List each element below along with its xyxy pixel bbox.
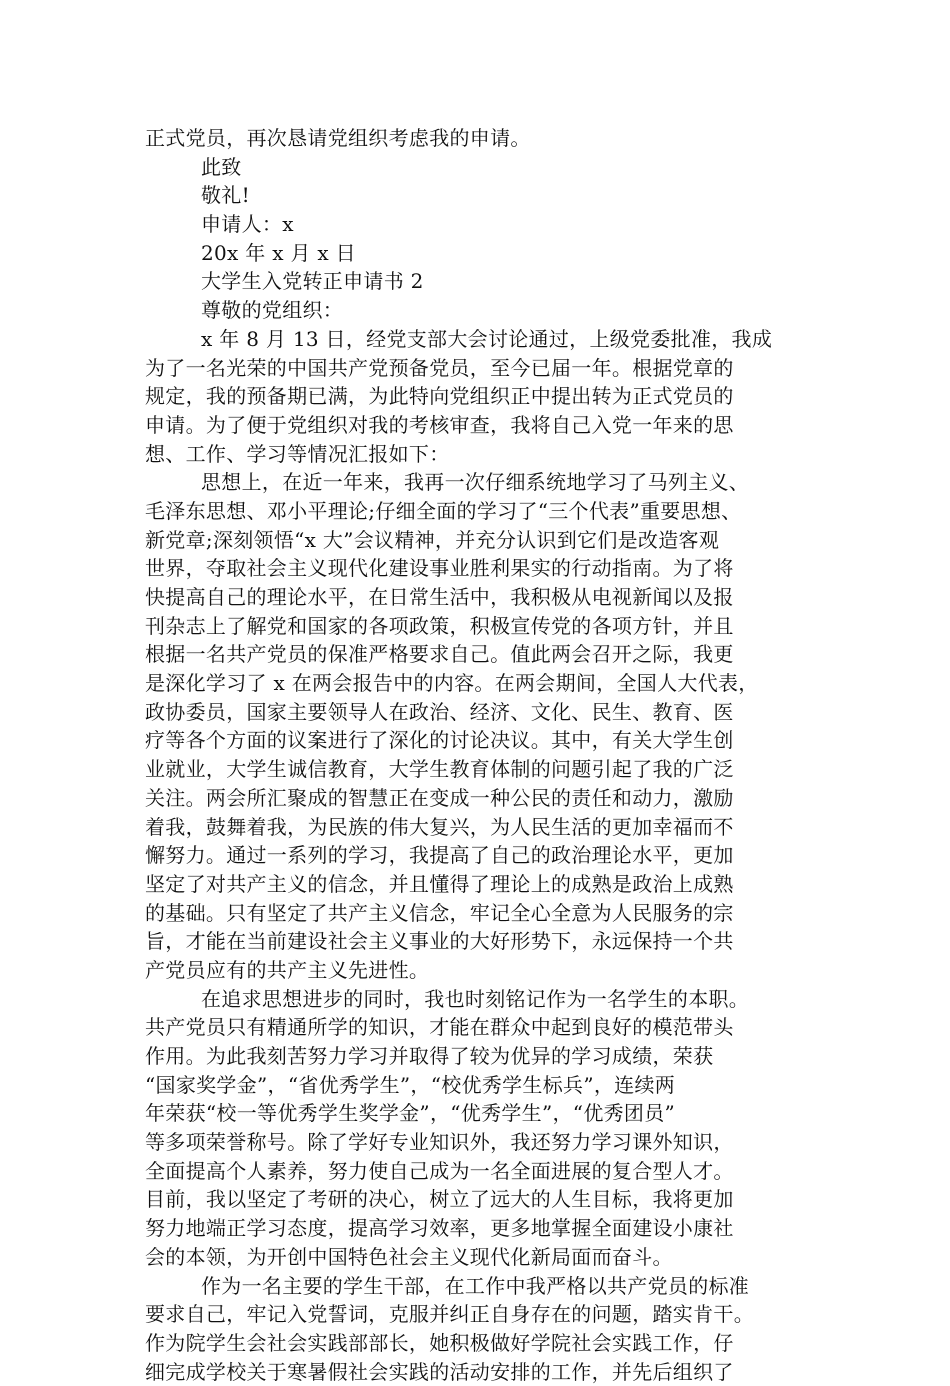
text-line: 目前，我以坚定了考研的决心，树立了远大的人生目标，我将更加 (145, 1187, 734, 1212)
text-line: 全面提高个人素养，努力使自己成为一名全面进展的复合型人才。 (145, 1158, 734, 1183)
text-line: 为了一名光荣的中国共产党预备党员，至今已届一年。根据党章的 (145, 355, 734, 380)
text-line: x 年 8 月 13 日，经党支部大会讨论通过，上级党委批准，我成 (201, 326, 773, 351)
text-line: 在追求思想进步的同时，我也时刻铭记作为一名学生的本职。 (201, 986, 750, 1011)
text-line: 的基础。只有坚定了共产主义信念，牢记全心全意为人民服务的宗 (145, 900, 734, 925)
text-line: 是深化学习了 x 在两会报告中的内容。在两会期间，全国人大代表， (145, 671, 759, 696)
text-line: 业就业，大学生诚信教育，大学生教育体制的问题引起了我的广泛 (145, 757, 734, 782)
text-line: 此致 (201, 154, 242, 179)
text-line: 申请人：x (201, 212, 294, 237)
text-line: 20x 年 x 月 x 日 (201, 240, 356, 265)
text-line: 毛泽东思想、邓小平理论;仔细全面的学习了“三个代表”重要思想、 (145, 498, 742, 523)
text-line: 等多项荣誉称号。除了学好专业知识外，我还努力学习课外知识， (145, 1130, 734, 1155)
text-line: 规定，我的预备期已满，为此特向党组织正中提出转为正式党员的 (145, 384, 734, 409)
text-line: 大学生入党转正申请书 2 (201, 269, 424, 294)
text-line: 申请。为了便于党组织对我的考核审查，我将自己入党一年来的思 (145, 412, 734, 437)
text-line: 会的本领，为开创中国特色社会主义现代化新局面而奋斗。 (145, 1244, 673, 1269)
text-line: 产党员应有的共产主义先进性。 (145, 957, 430, 982)
text-line: 懈努力。通过一系列的学习，我提高了自己的政治理论水平，更加 (145, 843, 734, 868)
text-line: 尊敬的党组织： (201, 298, 344, 323)
text-line: 作为一名主要的学生干部，在工作中我严格以共产党员的标准 (201, 1273, 750, 1298)
text-line: 思想上，在近一年来，我再一次仔细系统地学习了马列主义、 (201, 470, 750, 495)
text-line: 要求自己，牢记入党誓词，克服并纠正自身存在的问题，踏实肯干。 (145, 1302, 754, 1327)
text-line: 着我，鼓舞着我，为民族的伟大复兴，为人民生活的更加幸福而不 (145, 814, 734, 839)
text-line: 细完成学校关于寒暑假社会实践的活动安排的工作，并先后组织了 (145, 1359, 734, 1384)
text-line: 共产党员只有精通所学的知识，才能在群众中起到良好的模范带头 (145, 1015, 734, 1040)
text-line: 刊杂志上了解党和国家的各项政策，积极宣传党的各项方针，并且 (145, 613, 734, 638)
text-line: 坚定了对共产主义的信念，并且懂得了理论上的成熟是政治上成熟 (145, 871, 734, 896)
text-line: 旨，才能在当前建设社会主义事业的大好形势下，永远保持一个共 (145, 929, 734, 954)
text-line: 新党章;深刻领悟“x 大”会议精神，并充分认识到它们是改造客观 (145, 527, 720, 552)
text-line: 快提高自己的理论水平，在日常生活中，我积极从电视新闻以及报 (145, 585, 734, 609)
text-line: 作用。为此我刻苦努力学习并取得了较为优异的学习成绩，荣获 (145, 1044, 714, 1068)
text-line: 作为院学生会社会实践部部长，她积极做好学院社会实践工作，仔 (145, 1330, 734, 1355)
text-line: 世界，夺取社会主义现代化建设事业胜利果实的行动指南。为了将 (145, 556, 734, 581)
text-line: 疗等各个方面的议案进行了深化的讨论决议。其中，有关大学生创 (145, 728, 734, 753)
document-page (145, 124, 815, 1386)
text-line: 政协委员，国家主要领导人在政治、经济、文化、民生、教育、医 (145, 699, 734, 724)
text-line: 根据一名共产党员的保准严格要求自己。值此两会召开之际，我更 (145, 642, 734, 667)
text-line: 努力地端正学习态度，提高学习效率，更多地掌握全面建设小康社 (145, 1216, 734, 1241)
text-line: 关注。两会所汇聚成的智慧正在变成一种公民的责任和动力，激励 (145, 785, 734, 810)
text-line: 正式党员，再次恳请党组织考虑我的申请。 (145, 126, 531, 150)
text-line: 想、工作、学习等情况汇报如下： (145, 441, 450, 466)
text-line: 敬礼! (201, 183, 250, 208)
text-line: “国家奖学金”，“省优秀学生”，“校优秀学生标兵”，连续两 (145, 1072, 676, 1097)
text-line: 年荣获“校一等优秀学生奖学金”，“优秀学生”，“优秀团员” (145, 1101, 676, 1126)
